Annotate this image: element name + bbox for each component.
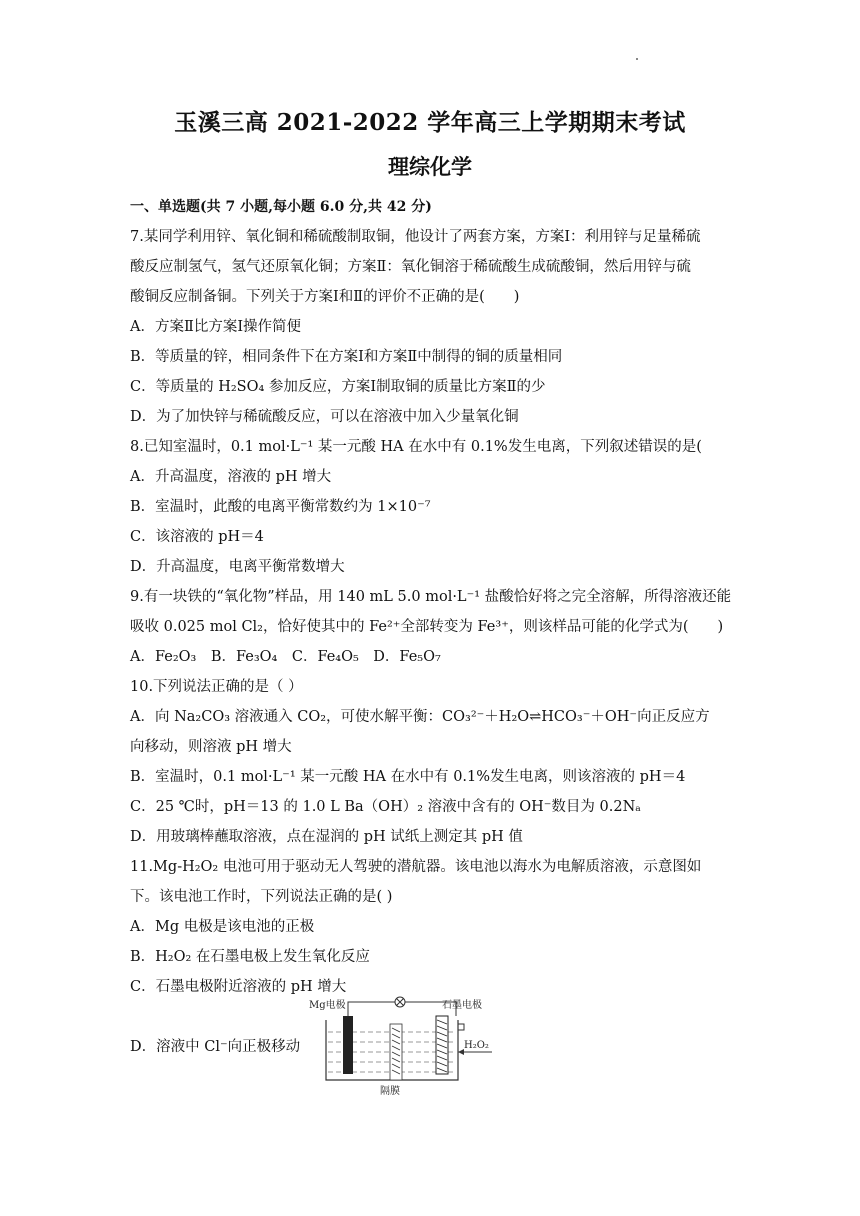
h2o2-label: H₂O₂ [464, 1040, 489, 1051]
outlet [458, 1024, 464, 1030]
text-line: A．方案Ⅱ比方案Ⅰ操作简便 [130, 319, 302, 335]
mg-electrode [343, 1016, 353, 1074]
battery-diagram [306, 994, 500, 1098]
text-line: C．等质量的 H₂SO₄ 参加反应，方案Ⅰ制取铜的质量比方案Ⅱ的少 [130, 379, 546, 395]
graphite-electrode-label: 石墨电极 [442, 1000, 482, 1011]
membrane-label: 隔膜 [380, 1086, 400, 1097]
text-line: D．升高温度，电离平衡常数增大 [130, 559, 345, 575]
text-line: C．该溶液的 pH＝4 [130, 529, 264, 545]
text-line: 8.已知室温时，0.1 mol·L⁻¹ 某一元酸 HA 在水中有 0.1%发生电离，下列叙述错误的是( [130, 439, 702, 455]
text-line: 向移动，则溶液 pH 增大 [130, 739, 292, 755]
text-line: 下。该电池工作时，下列说法正确的是( ) [130, 889, 393, 905]
text-line: B．等质量的锌，相同条件下在方案Ⅰ和方案Ⅱ中制得的铜的质量相同 [130, 349, 563, 365]
text-line: B．室温时，0.1 mol·L⁻¹ 某一元酸 HA 在水中有 0.1%发生电离，则该溶液的 pH＝4 [130, 769, 686, 785]
text-line: C．石墨电极附近溶液的 pH 增大 [130, 979, 347, 995]
text-line: 酸铜反应制备铜。下列关于方案Ⅰ和Ⅱ的评价不正确的是( ) [130, 289, 520, 305]
text-line: 酸反应制氢气，氢气还原氧化铜；方案Ⅱ：氧化铜溶于稀硫酸生成硫酸铜，然后用锌与硫 [130, 259, 691, 275]
text-line: A．Mg 电极是该电池的正极 [130, 919, 315, 935]
battery-diagram-svg [306, 994, 500, 1098]
text-line: B．H₂O₂ 在石墨电极上发生氧化反应 [130, 949, 370, 965]
exam-title: 玉溪三高 2021-2022 学年高三上学期期末考试 [174, 109, 686, 136]
text-line: A．升高温度，溶液的 pH 增大 [130, 469, 332, 485]
text-line: A．向 Na₂CO₃ 溶液通入 CO₂，可使水解平衡：CO₃²⁻＋H₂O⇌HCO₃⁻＋OH⁻向正反应方 [130, 709, 710, 725]
text-line: B．室温时，此酸的电离平衡常数约为 1×10⁻⁷ [130, 499, 431, 515]
exam-subtitle: 理综化学 [388, 154, 472, 179]
text-line: D．为了加快锌与稀硫酸反应，可以在溶液中加入少量氧化铜 [130, 409, 519, 425]
question-content [130, 192, 742, 1002]
text-line: 9.有一块铁的“氧化物”样品，用 140 mL 5.0 mol·L⁻¹ 盐酸恰好将之完全溶解，所得溶液还能 [130, 589, 732, 605]
text-line: 11.Mg-H₂O₂ 电池可用于驱动无人驾驶的潜航器。该电池以海水为电解质溶液，示意图如 [130, 859, 702, 875]
scan-speck [636, 58, 638, 60]
text-line: C．25 ℃时，pH＝13 的 1.0 L Ba（OH）₂ 溶液中含有的 OH⁻数目为 0.2Nₐ [130, 799, 641, 815]
text-line: 10.下列说法正确的是（ ） [130, 679, 303, 695]
text-line: 吸收 0.025 mol Cl₂，恰好使其中的 Fe²⁺全部转变为 Fe³⁺，则该样品可能的化学式为( ) [130, 619, 724, 635]
text-line: 一、单选题(共 7 小题,每小题 6.0 分,共 42 分) [130, 199, 432, 215]
text-line: 7.某同学利用锌、氧化铜和稀硫酸制取铜，他设计了两套方案，方案Ⅰ：利用锌与足量稀硫 [130, 229, 701, 245]
text-line: D．用玻璃棒蘸取溶液，点在湿润的 pH 试纸上测定其 pH 值 [130, 829, 523, 845]
mg-electrode-label: Mg电极 [309, 1000, 346, 1011]
q11-option-d: D．溶液中 Cl⁻向正极移动 [130, 1039, 301, 1055]
text-line: A．Fe₂O₃ B．Fe₃O₄ C．Fe₄O₅ D．Fe₅O₇ [130, 649, 441, 665]
